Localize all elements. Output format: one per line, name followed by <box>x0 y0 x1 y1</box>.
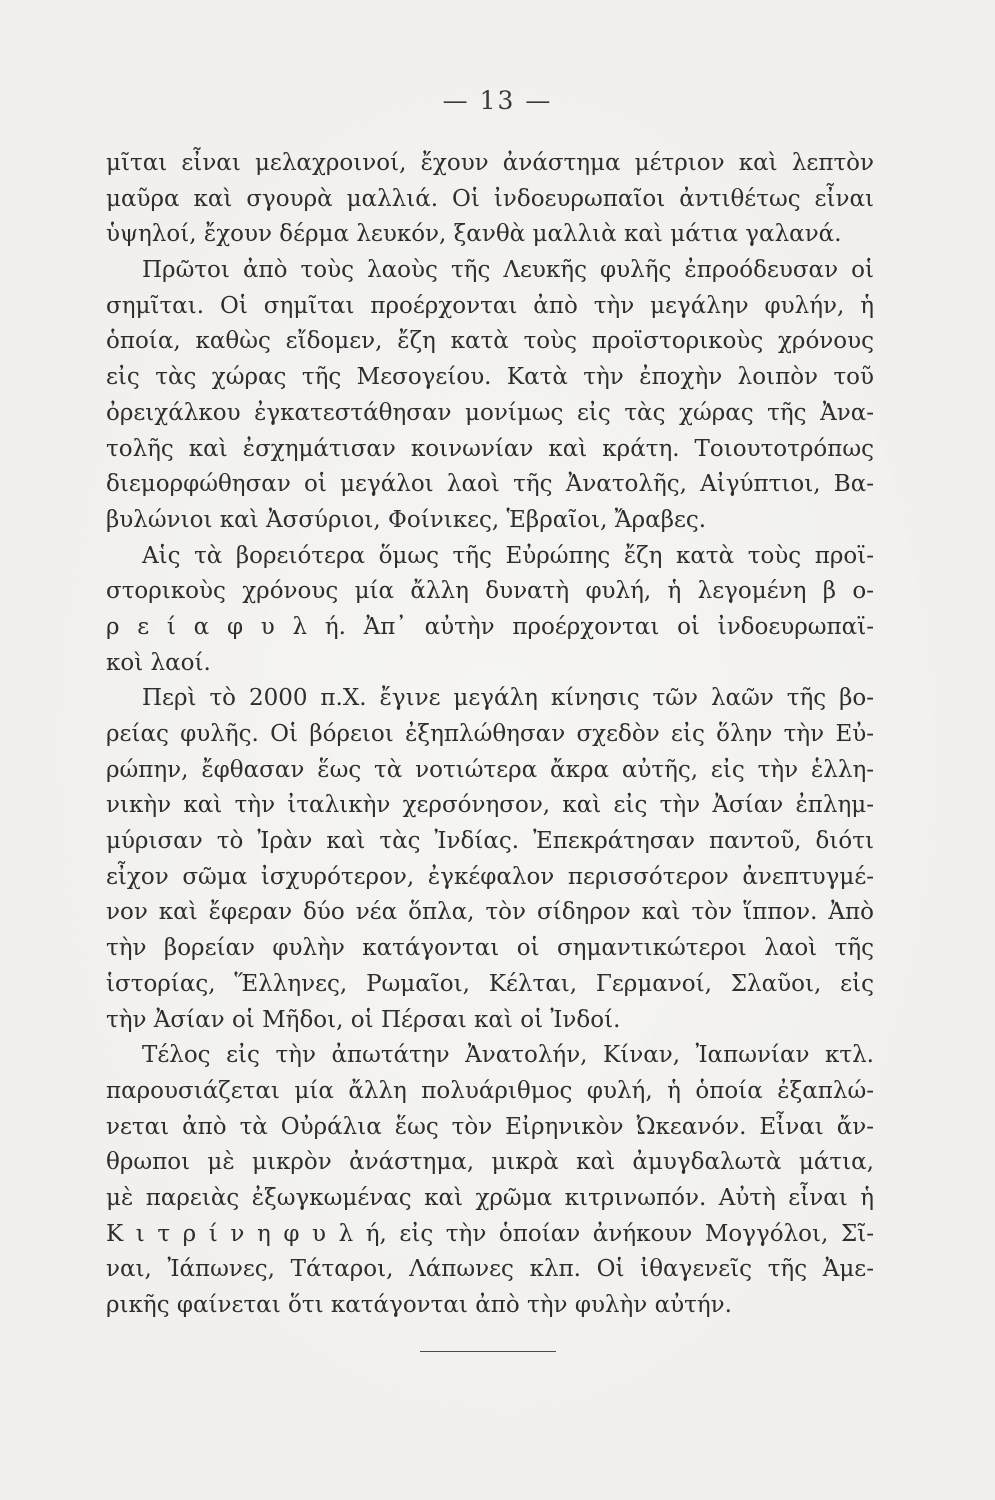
text-line: ὀρειχάλκου ἐγκατεστάθησαν μονίμως εἰς τὰς χώρας τῆς Ἀνα- <box>106 399 874 426</box>
text-line: τολῆς καὶ ἐσχημάτισαν κοινωνίαν καὶ κράτη. Τοιουτοτρόπως <box>106 435 874 462</box>
section-divider <box>420 1351 556 1352</box>
body-text <box>106 146 874 1324</box>
text-line: Αἱς τὰ βορειότερα ὅμως τῆς Εὐρώπης ἔζη κατὰ τοὺς προϊ- <box>142 542 874 569</box>
text-line: εἶχον σῶμα ἰσχυρότερον, ἐγκέφαλον περισσότερον ἀνεπτυγμέ- <box>106 863 874 890</box>
text-line: μύρισαν τὸ Ἰρὰν καὶ τὰς Ἰνδίας. Ἐπεκράτησαν παντοῦ, διότι <box>106 828 874 855</box>
text-line: Πρῶτοι ἀπὸ τοὺς λαοὺς τῆς Λευκῆς φυλῆς ἐπροόδευσαν οἱ <box>142 257 874 284</box>
text-line: ρικῆς φαίνεται ὅτι κατάγονται ἀπὸ τὴν φυλὴν αὐτήν. <box>106 1292 732 1318</box>
text-line: διεμορφώθησαν οἱ μεγάλοι λαοὶ τῆς Ἀνατολῆς, Αἰγύπτιοι, Βα- <box>106 471 874 498</box>
text-line: Κ ι τ ρ ί ν η φ υ λ ή, εἰς τὴν ὁποίαν ἀνήκουν Μογγόλοι, Σῖ- <box>106 1220 874 1247</box>
text-line: ναι, Ἰάπωνες, Τάταροι, Λάπωνες κλπ. Οἱ ἰθαγενεῖς τῆς Ἀμε- <box>106 1256 874 1283</box>
text-line: στορικοὺς χρόνους μία ἄλλη δυνατὴ φυλή, ἡ λεγομένη β ο- <box>106 578 874 605</box>
text-line: εἰς τὰς χώρας τῆς Μεσογείου. Κατὰ τὴν ἐποχὴν λοιπὸν τοῦ <box>106 364 874 391</box>
text-line: μαῦρα καὶ σγουρὰ μαλλιά. Οἱ ἰνδοευρωπαῖοι ἀντιθέτως εἶναι <box>106 185 874 212</box>
text-line: Περὶ τὸ 2000 π.Χ. ἔγινε μεγάλη κίνησις τῶν λαῶν τῆς βο- <box>142 685 874 712</box>
text-line: κοὶ λαοί. <box>106 649 211 676</box>
text-line: ρ ε ί α φ υ λ ή. Ἀπ᾿ αὐτὴν προέρχονται οἱ ἰνδοευρωπαϊ- <box>106 613 874 640</box>
page-number: — 13 — <box>442 86 553 115</box>
text-line: σημῖται. Οἱ σημῖται προέρχονται ἀπὸ τὴν μεγάλην φυλήν, ἡ <box>106 292 874 319</box>
text-line: θρωποι μὲ μικρὸν ἀνάστημα, μικρὰ καὶ ἀμυγδαλωτὰ μάτια, <box>106 1149 874 1176</box>
text-line: τὴν βορείαν φυλὴν κατάγονται οἱ σημαντικώτεροι λαοὶ τῆς <box>106 935 874 962</box>
text-line: βυλώνιοι καὶ Ἀσσύριοι, Φοίνικες, Ἑβραῖοι, Ἄραβες. <box>106 506 707 533</box>
text-line: ρείας φυλῆς. Οἱ βόρειοι ἐξηπλώθησαν σχεδὸν εἰς ὅλην τὴν Εὐ- <box>106 721 874 747</box>
text-line: νον καὶ ἔφεραν δύο νέα ὅπλα, τὸν σίδηρον καὶ τὸν ἵππον. Ἀπὸ <box>106 899 874 926</box>
text-line: μὲ παρειὰς ἐξωγκωμένας καὶ χρῶμα κιτρινωπόν. Αὐτὴ εἶναι ἡ <box>106 1184 874 1211</box>
text-line: νικὴν καὶ τὴν ἰταλικὴν χερσόνησον, καὶ εἰς τὴν Ἀσίαν ἐπλημ- <box>106 792 874 819</box>
text-line: ὑψηλοί, ἔχουν δέρμα λευκόν, ξανθὰ μαλλιὰ καὶ μάτια γαλανά. <box>106 221 842 248</box>
text-line: ὁποία, καθὼς εἴδομεν, ἔζη κατὰ τοὺς προϊστορικοὺς χρόνους <box>106 328 874 355</box>
text-line: τὴν Ἀσίαν οἱ Μῆδοι, οἱ Πέρσαι καὶ οἱ Ἰνδοί. <box>106 1006 621 1033</box>
text-line: ρώπην, ἔφθασαν ἕως τὰ νοτιώτερα ἄκρα αὐτῆς, εἰς τὴν ἑλλη- <box>106 756 874 783</box>
text-line: παρουσιάζεται μία ἄλλη πολυάριθμος φυλή, ἡ ὁποία ἐξαπλώ- <box>106 1077 874 1104</box>
text-line: μῖται εἶναι μελαχροινοί, ἔχουν ἀνάστημα μέτριον καὶ λεπτὸν <box>106 150 874 176</box>
text-line: Τέλος εἰς τὴν ἀπωτάτην Ἀνατολήν, Κίναν, Ἰαπωνίαν κτλ. <box>142 1042 874 1069</box>
text-line: ἱστορίας, Ἕλληνες, Ρωμαῖοι, Κέλται, Γερμανοί, Σλαῦοι, εἰς <box>106 970 874 997</box>
text-line: νεται ἀπὸ τὰ Οὐράλια ἕως τὸν Εἰρηνικὸν Ὠκεανόν. Εἶναι ἄν- <box>106 1113 874 1140</box>
